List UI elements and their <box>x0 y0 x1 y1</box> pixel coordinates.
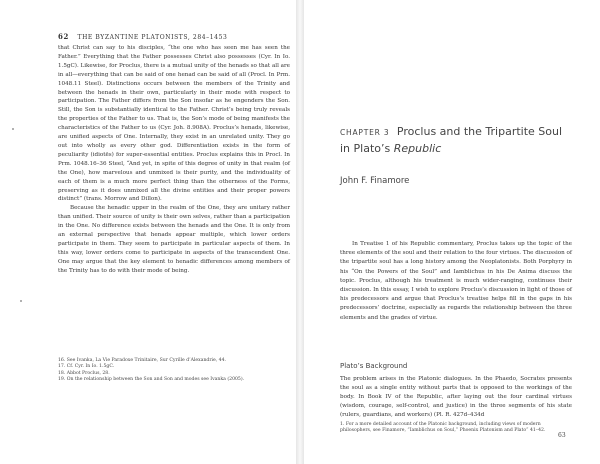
book-gutter <box>296 0 304 464</box>
page-number: 62 <box>58 32 69 41</box>
intro-text <box>340 240 572 323</box>
paragraph: that Christ can say to his disciples, “the one who has seen me has seen the Father.” Everything that the Father possesses Christ also possesses (Cyr. In Io. 1.5gC). Likewise, for Proclus, there is a mutual unity of the henads so that all are in all—everything that can be said of one henad can be said of all (Procl. In Prm. 1048.11 Steel). Distinctions occurs between the members of the Trinity and between the henads in their own, particularly in their mode with respect to participation. The Father differs from the Son insofar as he engenders the Son. Still, the Son is substantially identical to the Father. Christ’s being truly reveals the properties of the Father to us. That is, the Son’s mode of being manifests the characteristics of the Father to us (Cyr. Joh. 8.908A). Proclus’s henads, likewise, are unified aspects of One. Internally, they exist in an unrelated unity. They go out into wholly as every other god. Differentiation exists in the form of peculiarity (idiotēs) for super-essential entities. Proclus explains this in Procl. In Prm. 1048.16–36 Steel, “And yet, in spite of this degree of unity in that realm (of the One), how marvelous and unmixed is their purity, and the individuality of each of them is a much more perfect thing than the otherness of the Forms, preserving as it does unmixed all the divine entities and their proper powers distinct” (trans. Morrow and Dillon). <box>58 45 290 203</box>
paragraph: The problem arises in the Platonic dialogues. In the Phaedo, Socrates presents the soul as a single entity without parts that is opposed to the workings of the body. In Book IV of the Republic, after laying out the four cardinal virtues (wisdom, courage, self-control, and justice) in the three segments of his state (rulers, guardians, and workers) (Pl. R. 427d–434d <box>340 376 572 418</box>
page-number: 63 <box>558 432 566 439</box>
scan-speck <box>20 300 22 302</box>
footnote: 1. For a more detailed account of the Platonic background, including views of modern philosophers, see Finamore, “Iamblichus on Soul,” Phoenix Platonism and Plato” 41–42. <box>340 422 546 434</box>
chapter-title <box>340 124 570 157</box>
footnotes <box>58 358 290 384</box>
chapter-title-text: Proclus and the Tripartite Soul in Plato’s <box>340 125 563 155</box>
footnote: 16. See Ivanka, La Vie Paradoxe Trinitaire, Sur Cyrille d’Alexandrie, 44. <box>58 358 226 363</box>
section-text <box>340 375 572 420</box>
footnote: 17. Cf. Cyr. In Io. 1.5gC. <box>58 364 115 370</box>
scan-speck <box>12 128 14 130</box>
left-page <box>0 0 298 464</box>
section-heading: Plato’s Background <box>340 362 408 370</box>
author-name: John F. Finamore <box>340 176 410 186</box>
footnote: 18. Abbot Proclus, 28. <box>58 370 110 376</box>
running-head-title: THE BYZANTINE PLATONISTS, 284–1453 <box>77 34 228 41</box>
paragraph: In Treatise 1 of his Republic commentary, Proclus takes up the topic of the three elements of the soul and their relation to the four virtues. The discussion of the tripartite soul has a long history among the Neoplatonists. Both Porphyry in his “On the Powers of the Soul” and Iamblichus in his De Anima discuss the topic. Proclus, although his treatment is much wider-ranging, continues their discussion. In this essay, I wish to explore Proclus’s discussion in light of those of his predecessors and argue that Proclus’s treatise helps fill in the gaps in his predecessors’ doctrine, especially as regards the relationship between the three elements and the grades of virtue. <box>340 241 572 321</box>
body-text <box>58 44 290 276</box>
running-head <box>58 32 278 41</box>
paragraph: Because the henadic upper in the realm of the One, they are unitary rather than unified. Their source of unity is their own selves, rather than a participation in the One. No difference exists between the henads and the One. It is only from an external perspective that henads appear multiple, which lower orders participate in them. They seem to participate in particular aspects of them. In this way, lower orders come to participate in aspects of the transcendent One. One may argue that the key element to henadic differences among members of the Trinity has to do with their mode of being. <box>58 205 290 274</box>
footnote: 19. On the relationship between the Son and Son and modes see Ivanka (2005). <box>58 377 245 383</box>
chapter-title-italic: Republic <box>393 142 442 155</box>
chapter-number: CHAPTER 3 <box>340 128 390 137</box>
